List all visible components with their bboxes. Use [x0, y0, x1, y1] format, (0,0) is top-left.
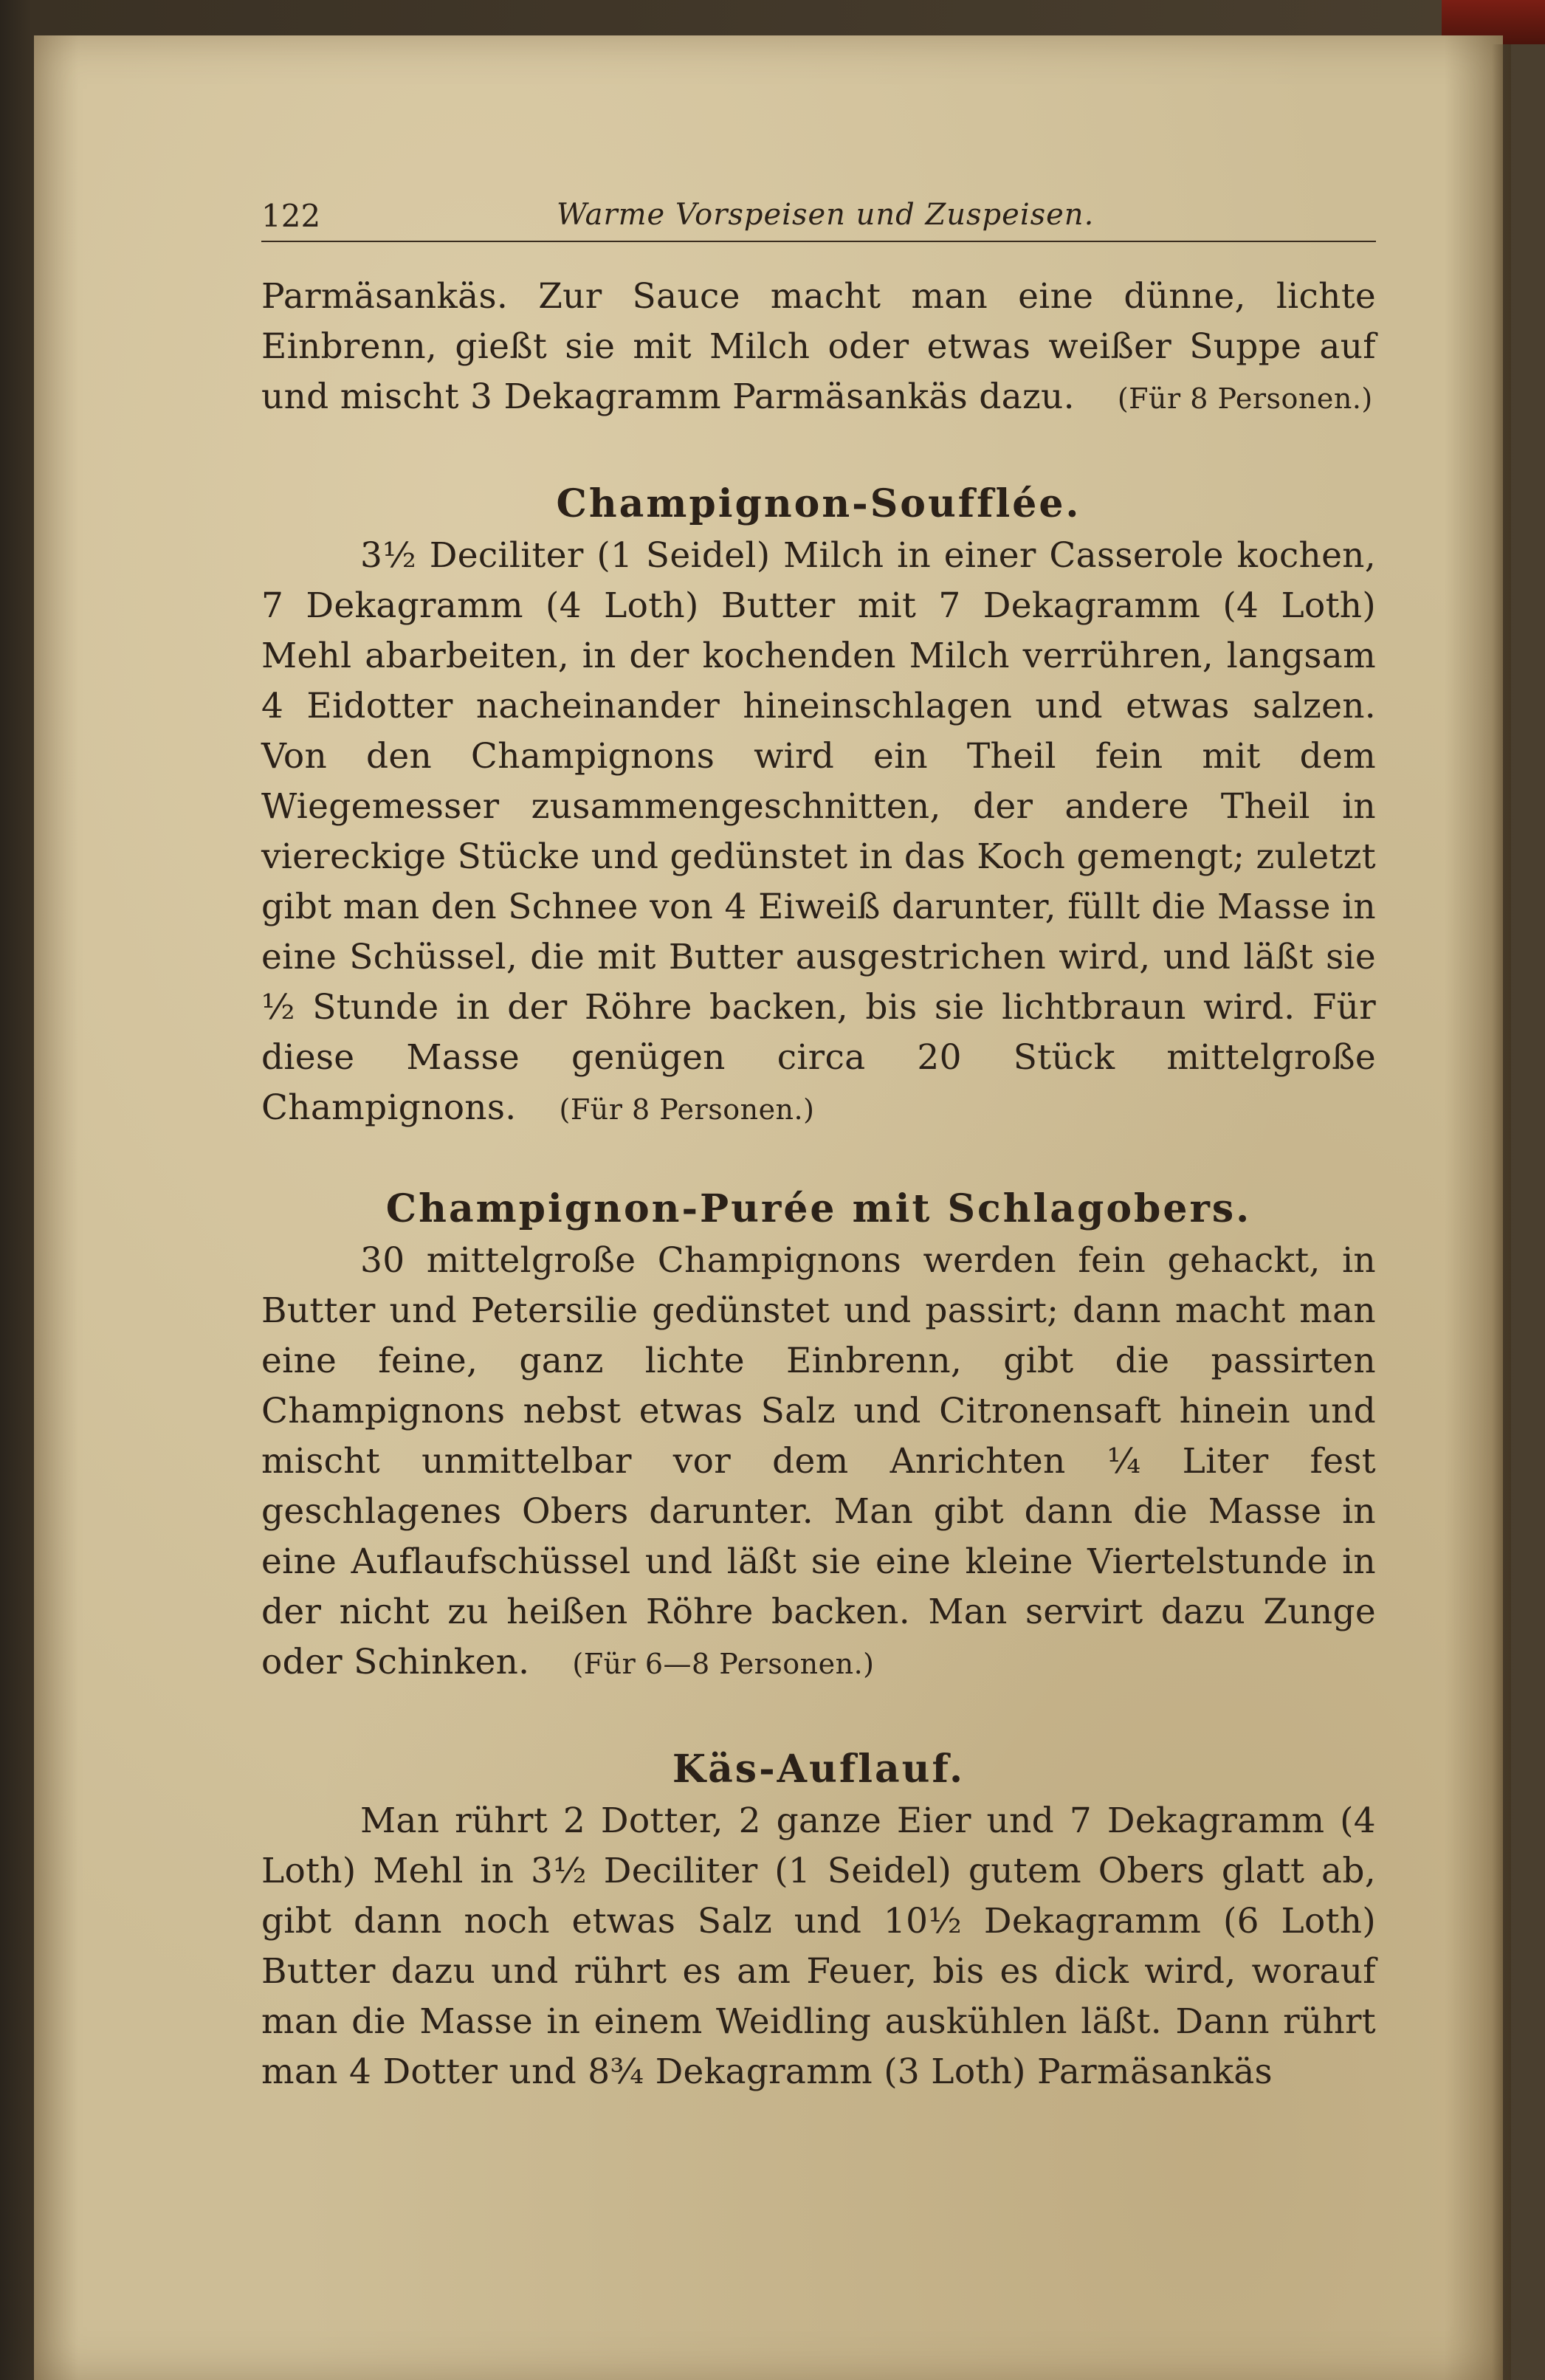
recipe-text-souffle	[261, 531, 1376, 1135]
running-head	[261, 198, 1376, 242]
recipe-title-kaes-auflauf: Käs-Auflauf.	[672, 1747, 966, 1792]
page-content	[261, 198, 1376, 2097]
intro-paragraph	[261, 272, 1376, 424]
puree-text: 30 mittelgroße Champignons werden fein gehackt, in Butter und Petersilie gedünstet und passirt; dann macht man eine feine, ganz lichte Einbrenn, gibt die passirten Champignons nebst etwas Salz und Citronensaft hinein und mischt unmittelbar vor dem Anrichten ¼ Liter fest geschlagenes Obers darunter. Man gibt dann die Masse in eine Auflaufschüssel und läßt sie eine kleine Viertelstunde in der nicht zu heißen Röhre backen. Man servirt dazu Zunge oder Schinken.	[261, 1240, 1376, 1682]
recipe-title-puree: Champignon-Purée mit Schlagobers.	[385, 1186, 1252, 1231]
recipe-title-souffle: Champignon-Soufflée.	[556, 481, 1081, 526]
page-number: 122	[261, 198, 321, 234]
intro-text: Parmäsankäs. Zur Sauce macht man eine dünne, lichte Einbrenn, gießt sie mit Milch oder etwas weißer Suppe auf und mischt 3 Dekagramm Parmäsankäs dazu.	[261, 276, 1376, 417]
running-title: Warme Vorspeisen und Zuspeisen.	[557, 198, 1095, 232]
recipe-text-kaes-auflauf	[261, 1796, 1376, 2097]
puree-serves: (Für 6—8 Personen.)	[572, 1648, 875, 1680]
kaes-auflauf-text: Man rührt 2 Dotter, 2 ganze Eier und 7 Dekagramm (4 Loth) Mehl in 3½ Deciliter (1 Seidel) gutem Obers glatt ab, gibt dann noch etwas Salz und 10½ Dekagramm (6 Loth) Butter dazu und rührt es am Feuer, bis es dick wird, worauf man die Masse in einem Weidling auskühlen läßt. Dann rührt man 4 Dotter und 8¾ Dekagramm (3 Loth) Parmäsankäs	[261, 1801, 1376, 2092]
recipe-text-puree	[261, 1236, 1376, 1689]
intro-serves: (Für 8 Personen.)	[1117, 382, 1373, 415]
souffle-serves: (Für 8 Personen.)	[559, 1093, 815, 1126]
page-edge-shadow	[1492, 44, 1511, 2380]
souffle-text: 3½ Deciliter (1 Seidel) Milch in einer Casserole kochen, 7 Dekagramm (4 Loth) Butter mit 7 Dekagramm (4 Loth) Mehl abarbeiten, in der kochenden Milch verrühren, langsam 4 Eidotter nacheinander hineinschlagen und etwas salzen. Von den Champignons wird ein Theil fein mit dem Wiegemesser zusammengeschnitten, der andere Theil in viereckige Stücke und gedünstet in das Koch gemengt; zuletzt gibt man den Schnee von 4 Eiweiß darunter, füllt die Masse in eine Schüssel, die mit Butter ausgestrichen wird, und läßt sie ½ Stunde in der Röhre backen, bis sie lichtbraun wird. Für diese Masse genügen circa 20 Stück mittelgroße Champignons.	[261, 535, 1376, 1128]
